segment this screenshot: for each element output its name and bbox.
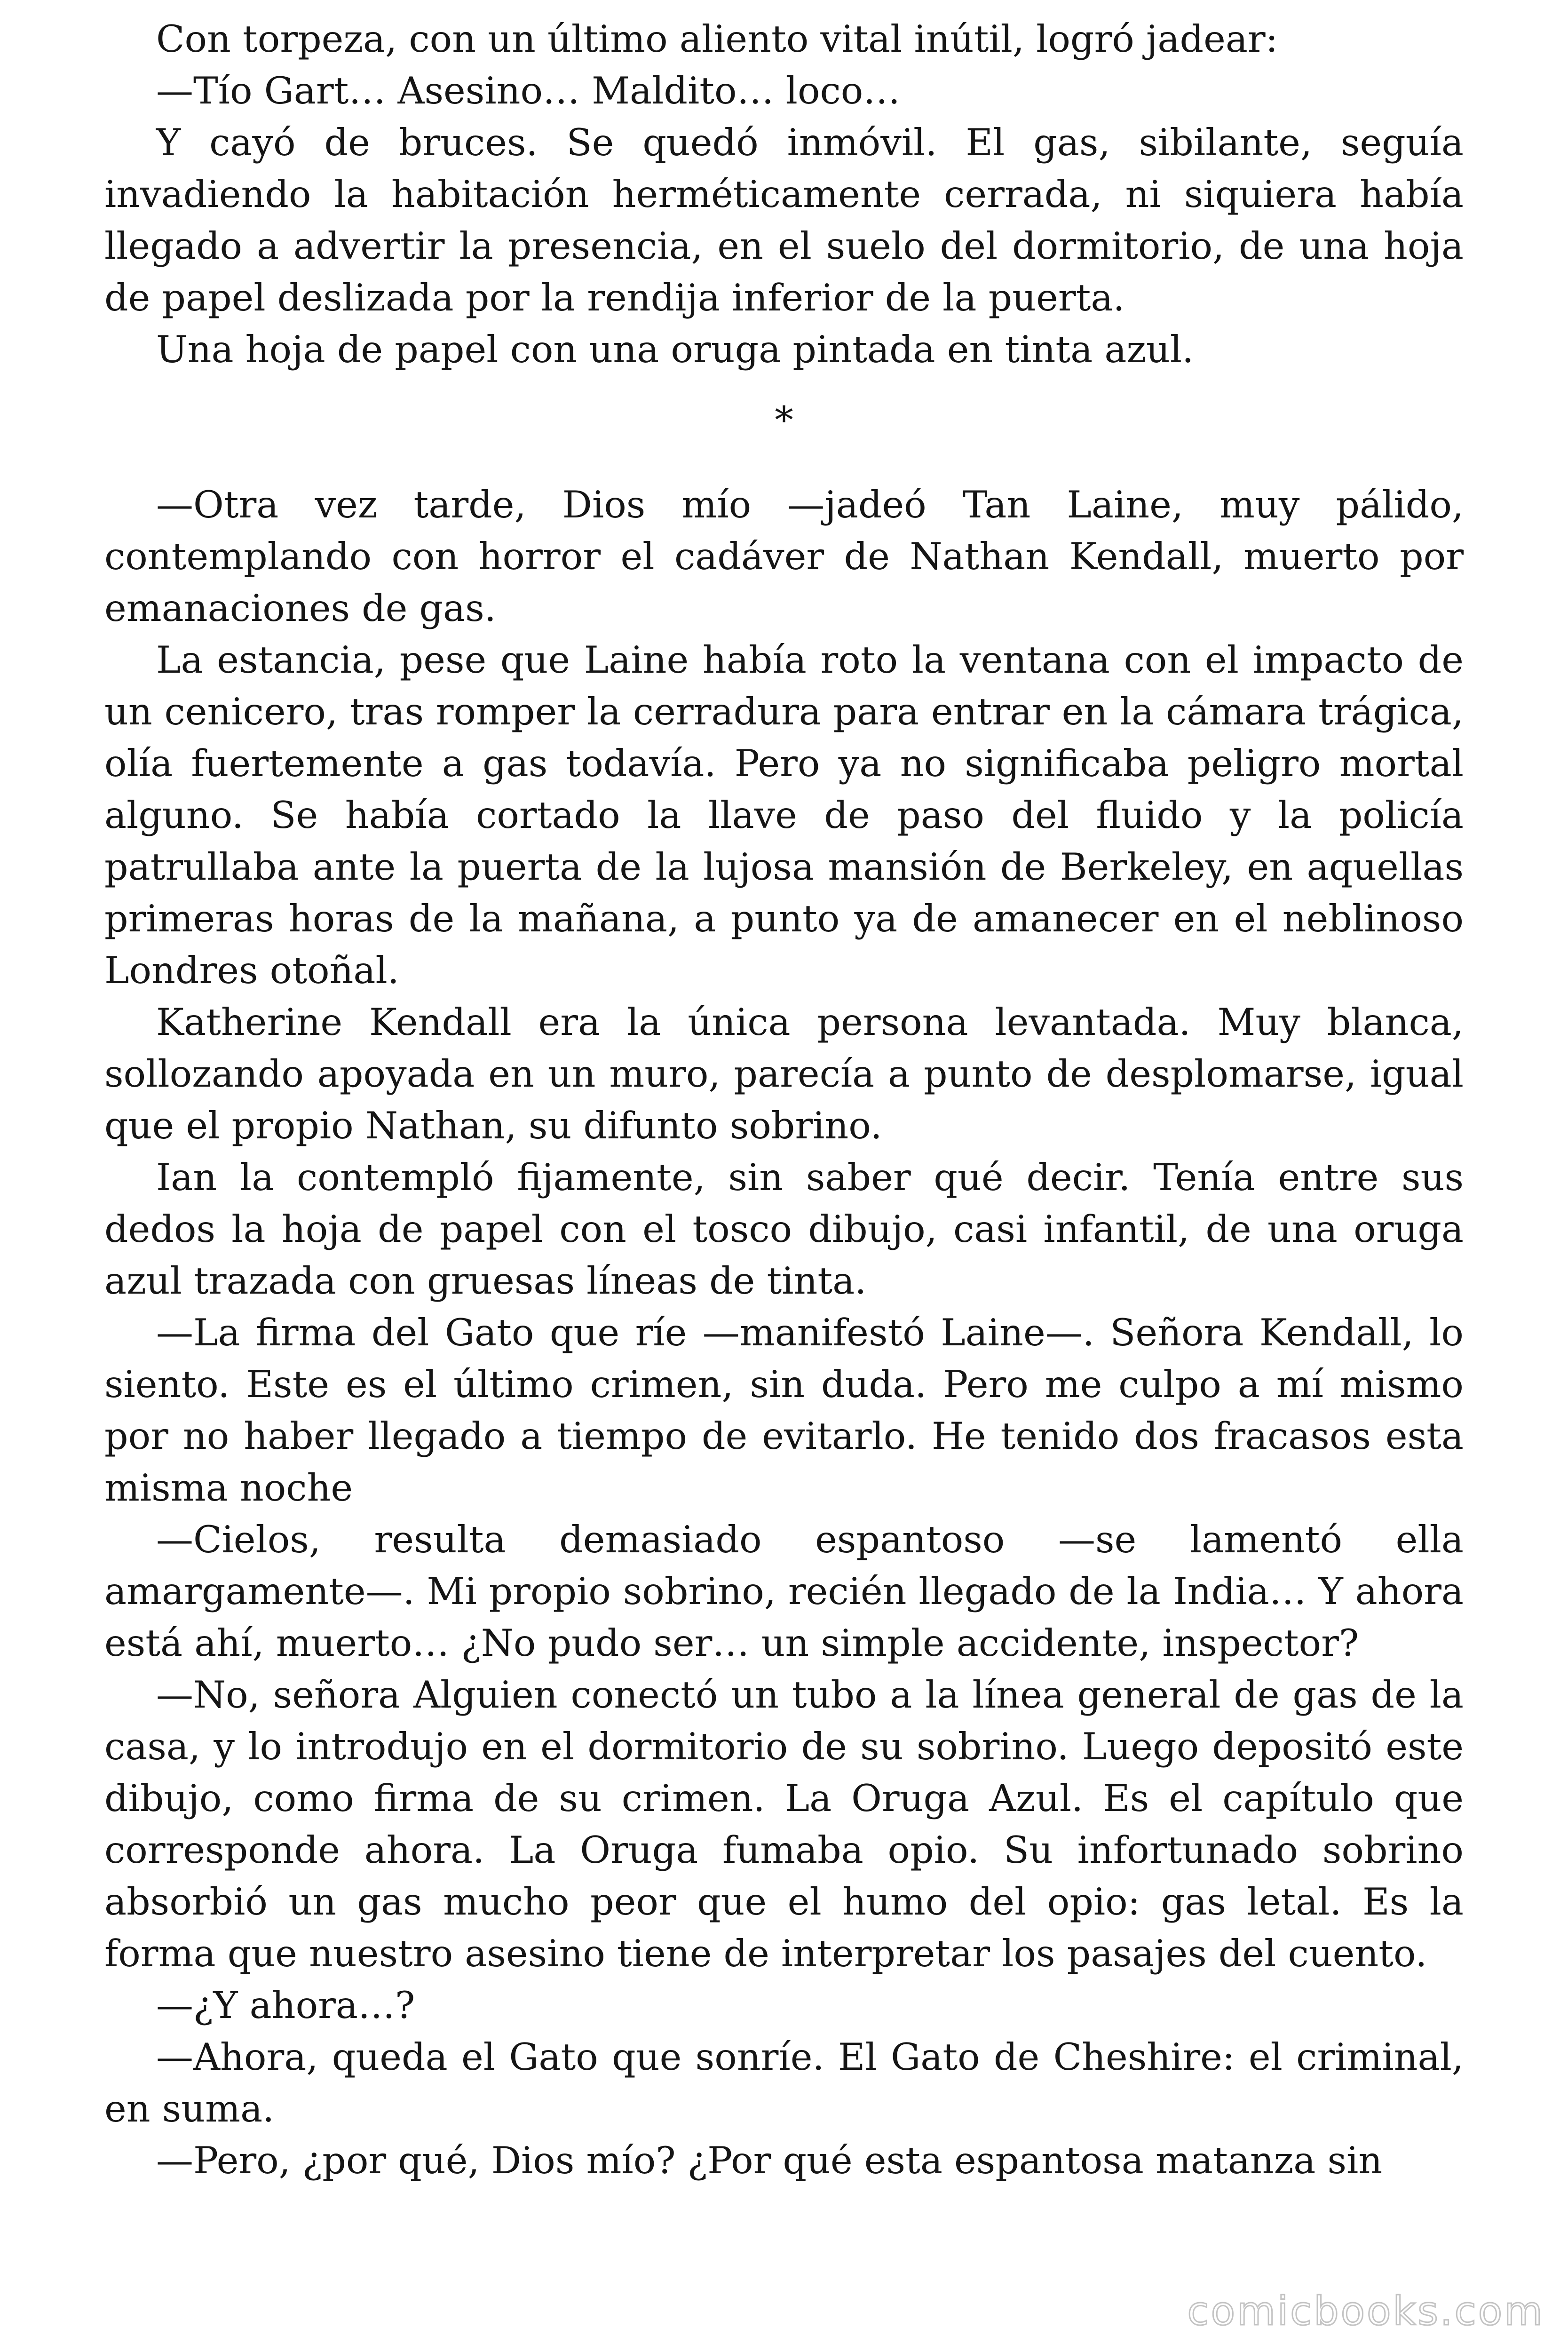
paragraph: Con torpeza, con un último aliento vital inútil, logró jadear: (156, 17, 1278, 61)
watermark-logo: comicbooks.com (1187, 2288, 1544, 2334)
paragraph: —No, señora Alguien conectó un tubo a la línea general de gas de la casa, y lo introdujo en el dormitorio de su sobrino. Luego depositó este dibujo, como firma de su crimen. La Oruga Azul. Es el capítulo que corresponde ahora. La Oruga fumaba opio. Su infortunado sobrino absorbió un gas mucho peor que el humo del opio: gas letal. Es la forma que nuestro asesino tiene de interpretar los pasajes del cuento. (104, 1673, 1464, 1975)
paragraph: Y cayó de bruces. Se quedó inmóvil. El gas, sibilante, seguía invadiendo la habitación herméticamente cerrada, ni siquiera había llegado a advertir la presencia, en el suelo del dormitorio, de una hoja de papel deslizada por la rendija inferior de la puerta. (104, 121, 1464, 319)
paragraph: —Cielos, resulta demasiado espantoso —se lamentó ella amargamente—. Mi propio sobrino, recién llegado de la India… Y ahora está ahí, muerto… ¿No pudo ser… un simple accidente, inspector? (104, 1518, 1464, 1665)
paragraph: —Otra vez tarde, Dios mío —jadeó Tan Laine, muy pálido, contemplando con horror el cadáver de Nathan Kendall, muerto por emanaciones de gas. (104, 483, 1464, 630)
paragraph: —Ahora, queda el Gato que sonríe. El Gato de Cheshire: el criminal, en suma. (104, 2035, 1464, 2130)
paragraph: —¿Y ahora…? (156, 1984, 415, 2027)
paragraph: Una hoja de papel con una oruga pintada en tinta azul. (156, 328, 1194, 371)
paragraph: Katherine Kendall era la única persona levantada. Muy blanca, sollozando apoyada en un muro, parecía a punto de desplomarse, igual que el propio Nathan, su difunto sobrino. (104, 1001, 1464, 1147)
paragraph: —Pero, ¿por qué, Dios mío? ¿Por qué esta espantosa matanza sin (156, 2139, 1383, 2182)
section-separator: * (775, 398, 793, 442)
text-column (104, 13, 1464, 2186)
paragraph: La estancia, pese que Laine había roto la ventana con el impacto de un cenicero, tras romper la cerradura para entrar en la cámara trágica, olía fuertemente a gas todavía. Pero ya no significaba peligro mortal alguno. Se había cortado la llave de paso del fluido y la policía patrullaba ante la puerta de la lujosa mansión de Berkeley, en aquellas primeras horas de la mañana, a punto ya de amanecer en el neblinoso Londres otoñal. (104, 638, 1464, 992)
paragraph: —La firma del Gato que ríe —manifestó Laine—. Señora Kendall, lo siento. Este es el último crimen, sin duda. Pero me culpo a mí mismo por no haber llegado a tiempo de evitarlo. He tenido dos fracasos esta misma noche (104, 1311, 1464, 1510)
paragraph: Ian la contempló fijamente, sin saber qué decir. Tenía entre sus dedos la hoja de papel con el tosco dibujo, casi infantil, de una oruga azul trazada con gruesas líneas de tinta. (104, 1156, 1464, 1303)
paragraph: —Tío Gart… Asesino… Maldito… loco… (156, 69, 901, 112)
